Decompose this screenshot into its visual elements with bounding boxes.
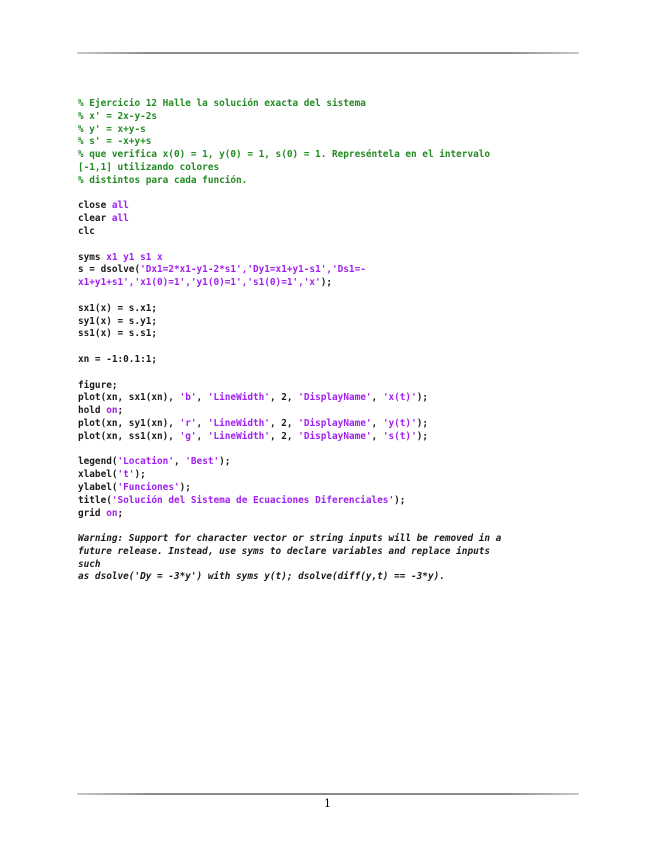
code-line-figure: figure;: [78, 379, 118, 391]
code-line-clear: clear all: [78, 213, 129, 225]
code-line-dsolve: s = dsolve('Dx1=2*x1-y1-2*s1','Dy1=x1+y1-s1','Ds1=-: [78, 264, 366, 276]
top-rule: [77, 52, 579, 54]
code-line-hold: hold on;: [78, 405, 124, 417]
code-line-close: close all: [78, 200, 129, 212]
page-number: 1: [324, 797, 331, 810]
code-line-ss1: ss1(x) = s.s1;: [78, 328, 158, 340]
code-line-title: title('Solución del Sistema de Ecuaciones Diferenciales');: [78, 494, 406, 506]
comment-line: % y' = x+y-s: [78, 123, 146, 135]
code-line-xn: xn = -1:0.1:1;: [78, 353, 158, 365]
comment-line: % x' = 2x-y-2s: [78, 110, 158, 122]
comment-line: [-1,1] utilizando colores: [78, 161, 220, 173]
code-line-plot-s: plot(xn, ss1(xn), 'g', 'LineWidth', 2, 'DisplayName', 's(t)');: [78, 430, 429, 442]
code-line-xlabel: xlabel('t');: [78, 469, 146, 481]
comment-line: % distintos para cada función.: [78, 174, 248, 186]
bottom-rule: [77, 793, 579, 795]
code-line-sx1: sx1(x) = s.x1;: [78, 302, 158, 314]
warning-line: Warning: Support for character vector or string inputs will be removed in a: [78, 533, 502, 545]
comment-line: % Ejercicio 12 Halle la solución exacta del sistema: [78, 98, 366, 109]
code-line-legend: legend('Location', 'Best');: [78, 456, 231, 468]
warning-line: such: [78, 558, 101, 570]
code-line-syms: syms x1 y1 s1 x: [78, 251, 163, 263]
code-line-clc: clc: [78, 225, 95, 237]
code-line-dsolve-cont: x1+y1+s1','x1(0)=1','y1(0)=1','s1(0)=1','x');: [78, 277, 332, 289]
warning-line: future release. Instead, use syms to declare variables and replace inputs: [78, 545, 491, 557]
code-block: [78, 98, 578, 584]
warning-line: as dsolve('Dy = -3*y') with syms y(t); dsolve(diff(y,t) == -3*y).: [78, 571, 445, 583]
comment-line: % que verifica x(0) = 1, y(0) = 1, s(0) = 1. Represéntela en el intervalo: [78, 149, 491, 161]
comment-line: % s' = -x+y+s: [78, 136, 152, 148]
code-line-ylabel: ylabel('Funciones');: [78, 481, 191, 493]
code-line-plot-y: plot(xn, sy1(xn), 'r', 'LineWidth', 2, 'DisplayName', 'y(t)');: [78, 417, 429, 429]
code-line-grid: grid on;: [78, 507, 124, 519]
code-line-plot-x: plot(xn, sx1(xn), 'b', 'LineWidth', 2, 'DisplayName', 'x(t)');: [78, 392, 429, 404]
code-line-sy1: sy1(x) = s.y1;: [78, 315, 158, 327]
